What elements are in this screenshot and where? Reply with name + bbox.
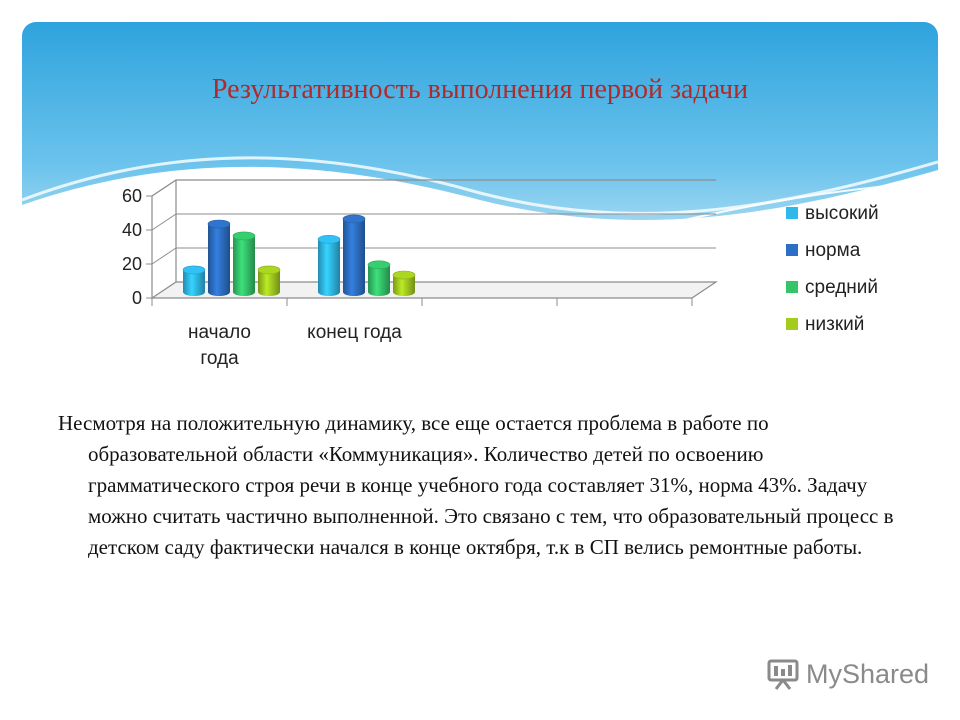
watermark-text: MyShared [806, 658, 930, 689]
legend-label: средний [805, 277, 879, 298]
legend-label: норма [805, 240, 861, 261]
legend-item-средний [786, 277, 878, 298]
x-tick-label: конец года [307, 322, 402, 343]
legend-item-норма [786, 240, 861, 261]
legend-label: высокий [805, 203, 879, 224]
presentation-icon [766, 657, 800, 691]
legend-label: низкий [805, 314, 865, 335]
legend-item-высокий [786, 203, 879, 224]
legend-swatch [786, 281, 798, 293]
y-tick-label: 40 [121, 220, 142, 240]
bar-средний-конец года [368, 261, 390, 296]
body-text: Несмотря на положительную динамику, все еще остается проблема в работе по образовательной области «Коммуникация». Количество детей по освоению грамматического строя речи в конце учебного года составляет 31%, норма 43%. Задачу можно считать частично выполненной. Это связано с тем, что образовательный процесс в детском саду фактически начался в конце октября, т.к в СП велись ремонтные работы. [58, 411, 894, 559]
bar-норма-начало года [208, 220, 230, 296]
legend-swatch [786, 244, 798, 256]
bar-высокий-начало года [183, 266, 205, 296]
watermark [766, 654, 929, 694]
gridline-depth [152, 248, 176, 264]
y-tick-label: 20 [121, 254, 142, 274]
slide-title: Результативность выполнения первой задачи [211, 74, 749, 105]
bar-высокий-конец года [318, 235, 340, 296]
bar-низкий-конец года [393, 271, 415, 296]
legend-item-низкий [786, 314, 864, 335]
chart-legend [786, 203, 879, 335]
bar-средний-начало года [233, 232, 255, 296]
back-wall-top [152, 180, 716, 196]
x-tick-label: начало года [188, 322, 251, 369]
gridline-depth [152, 180, 176, 196]
y-tick-label: 60 [121, 186, 142, 206]
legend-swatch [786, 318, 798, 330]
x-axis-labels [188, 322, 402, 369]
legend-swatch [786, 207, 798, 219]
bar-норма-конец года [343, 215, 365, 296]
bar-низкий-начало года [258, 266, 280, 296]
gridline-depth [152, 214, 176, 230]
y-tick-label: 0 [131, 288, 142, 308]
